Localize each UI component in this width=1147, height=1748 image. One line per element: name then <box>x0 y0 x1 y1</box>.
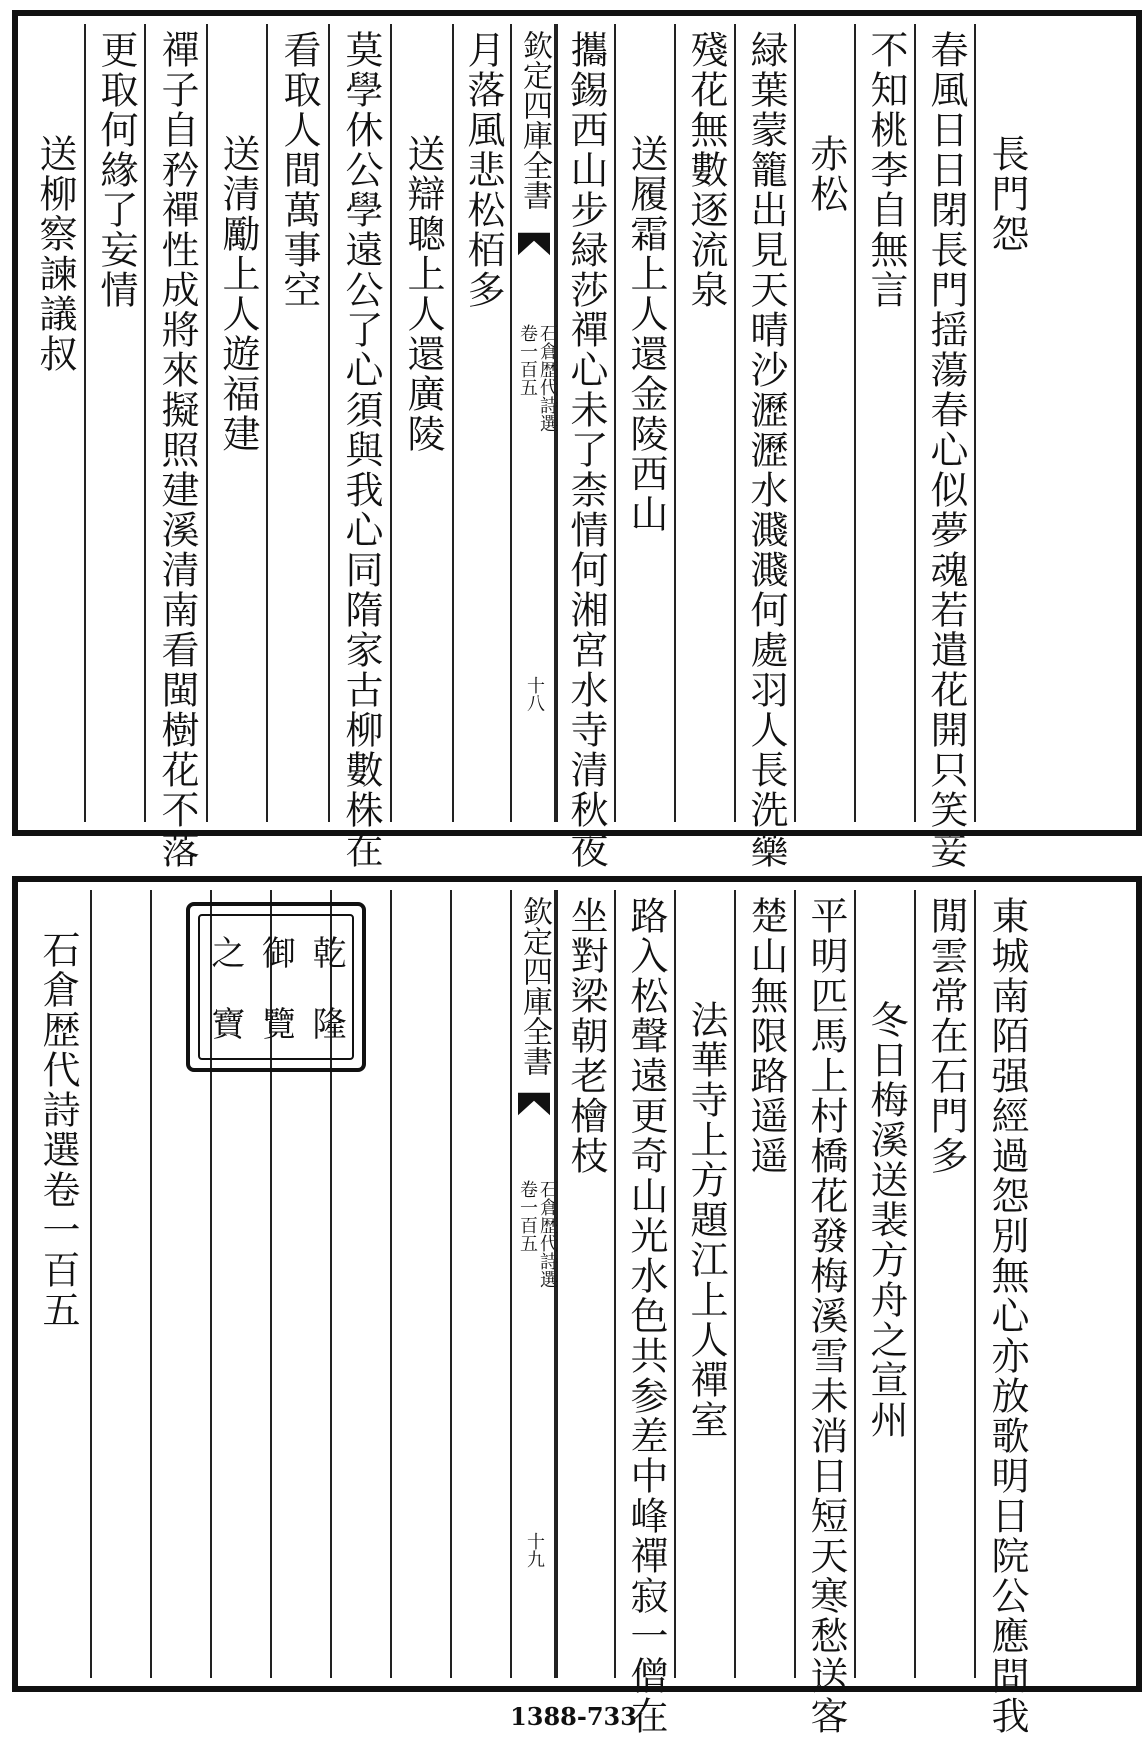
imperial-seal <box>186 902 366 1072</box>
poem-line: 攜錫西山步緑莎禪心未了柰情何湘宮水寺清秋夜 <box>564 30 608 870</box>
header-volume: 卷一百五 <box>517 324 538 396</box>
poem-line: 莫學休公學遠公了心須與我心同隋家古柳數株在 <box>339 30 383 870</box>
header-title: 欽定四庫全書 <box>517 30 552 210</box>
poem-title: 送履霜上人還金陵西山 <box>624 134 668 534</box>
header-book: 石倉歴代詩選 <box>537 324 558 432</box>
text-column <box>854 890 916 1678</box>
poem-line: 不知桃李自無言 <box>864 30 908 310</box>
page-footer-number: 1388-733 <box>510 1702 637 1731</box>
header-book: 石倉歴代詩選 <box>537 1180 558 1288</box>
text-column <box>614 24 676 822</box>
text-column <box>674 890 736 1678</box>
seal-char: 御 <box>255 934 296 969</box>
fish-tail-ornament <box>518 230 550 258</box>
text-column <box>452 24 512 822</box>
text-column <box>390 24 454 822</box>
text-column <box>734 24 796 870</box>
poem-line: 更取何緣了妄情 <box>94 30 138 310</box>
seal-char: 覽 <box>255 1005 296 1040</box>
text-column <box>974 890 1038 1736</box>
text-column <box>266 24 330 822</box>
text-column <box>734 890 796 1678</box>
text-column <box>26 24 84 822</box>
text-column <box>90 890 152 1678</box>
seal-char: 之 <box>204 934 245 969</box>
poem-line: 楚山無限路遥遥 <box>744 896 788 1176</box>
text-column <box>674 24 736 822</box>
poem-line: 禪子自矜禪性成將來擬照建溪清南看閩樹花不落 <box>155 30 199 870</box>
poem-line: 路入松聲遠更奇山光水色共参差中峰禪寂一僧在 <box>624 896 668 1736</box>
text-column <box>450 890 512 1678</box>
text-column <box>914 890 976 1678</box>
center-header <box>510 890 558 1678</box>
poem-line: 閒雲常在石門多 <box>924 896 968 1176</box>
text-column <box>328 24 392 870</box>
text-column <box>974 24 1038 822</box>
poem-line: 月落風悲松栢多 <box>461 30 505 310</box>
page-number: 十八 <box>524 676 545 712</box>
poem-title: 冬日梅溪送裴方舟之宣州 <box>864 1000 908 1440</box>
poem-title: 法華寺上方題江上人禪室 <box>684 1000 728 1440</box>
page-number: 十九 <box>524 1532 545 1568</box>
poem-line: 坐對梁朝老檜枝 <box>564 896 608 1176</box>
poem-title: 送辯聰上人還廣陵 <box>401 134 445 454</box>
seal-char: 寶 <box>204 1005 245 1040</box>
poem-line: 東城南陌强經過怨別無心亦放歌明日院公應問我 <box>985 896 1029 1736</box>
text-column <box>390 890 452 1678</box>
text-column <box>854 24 916 822</box>
text-column <box>206 24 268 822</box>
seal-char: 乾 <box>306 934 347 969</box>
fish-tail-ornament <box>518 1090 550 1118</box>
text-column <box>554 24 616 870</box>
poem-title: 長門怨 <box>985 134 1029 254</box>
text-column <box>84 24 146 822</box>
seal-char: 隆 <box>306 1005 347 1040</box>
poem-title: 赤松 <box>804 134 848 214</box>
volume-end-title: 石倉歴代詩選卷一百五 <box>36 930 80 1330</box>
text-column <box>794 24 856 822</box>
poem-line: 平明匹馬上村橋花發梅溪雪未消日短天寒愁送客 <box>804 896 848 1736</box>
text-column <box>554 890 616 1678</box>
text-column <box>794 890 856 1736</box>
center-header <box>510 24 558 822</box>
poem-line: 看取人間萬事空 <box>277 30 321 310</box>
poem-line: 春風日日閉長門揺蕩春心似夢魂若遣花開只笑妾 <box>924 30 968 870</box>
poem-line: 殘花無數逐流泉 <box>684 30 728 310</box>
poem-title: 送柳察諫議叔 <box>33 134 77 374</box>
header-volume: 卷一百五 <box>517 1180 538 1252</box>
text-column <box>914 24 976 870</box>
text-column <box>26 890 90 1678</box>
header-title: 欽定四庫全書 <box>517 896 552 1076</box>
text-column <box>614 890 676 1736</box>
poem-title: 送清勵上人遊福建 <box>216 134 260 454</box>
poem-line: 緑葉蒙籠出見天晴沙瀝瀝水濺濺何處羽人長洗藥 <box>744 30 788 870</box>
top-page <box>12 10 1142 870</box>
text-column <box>144 24 208 870</box>
